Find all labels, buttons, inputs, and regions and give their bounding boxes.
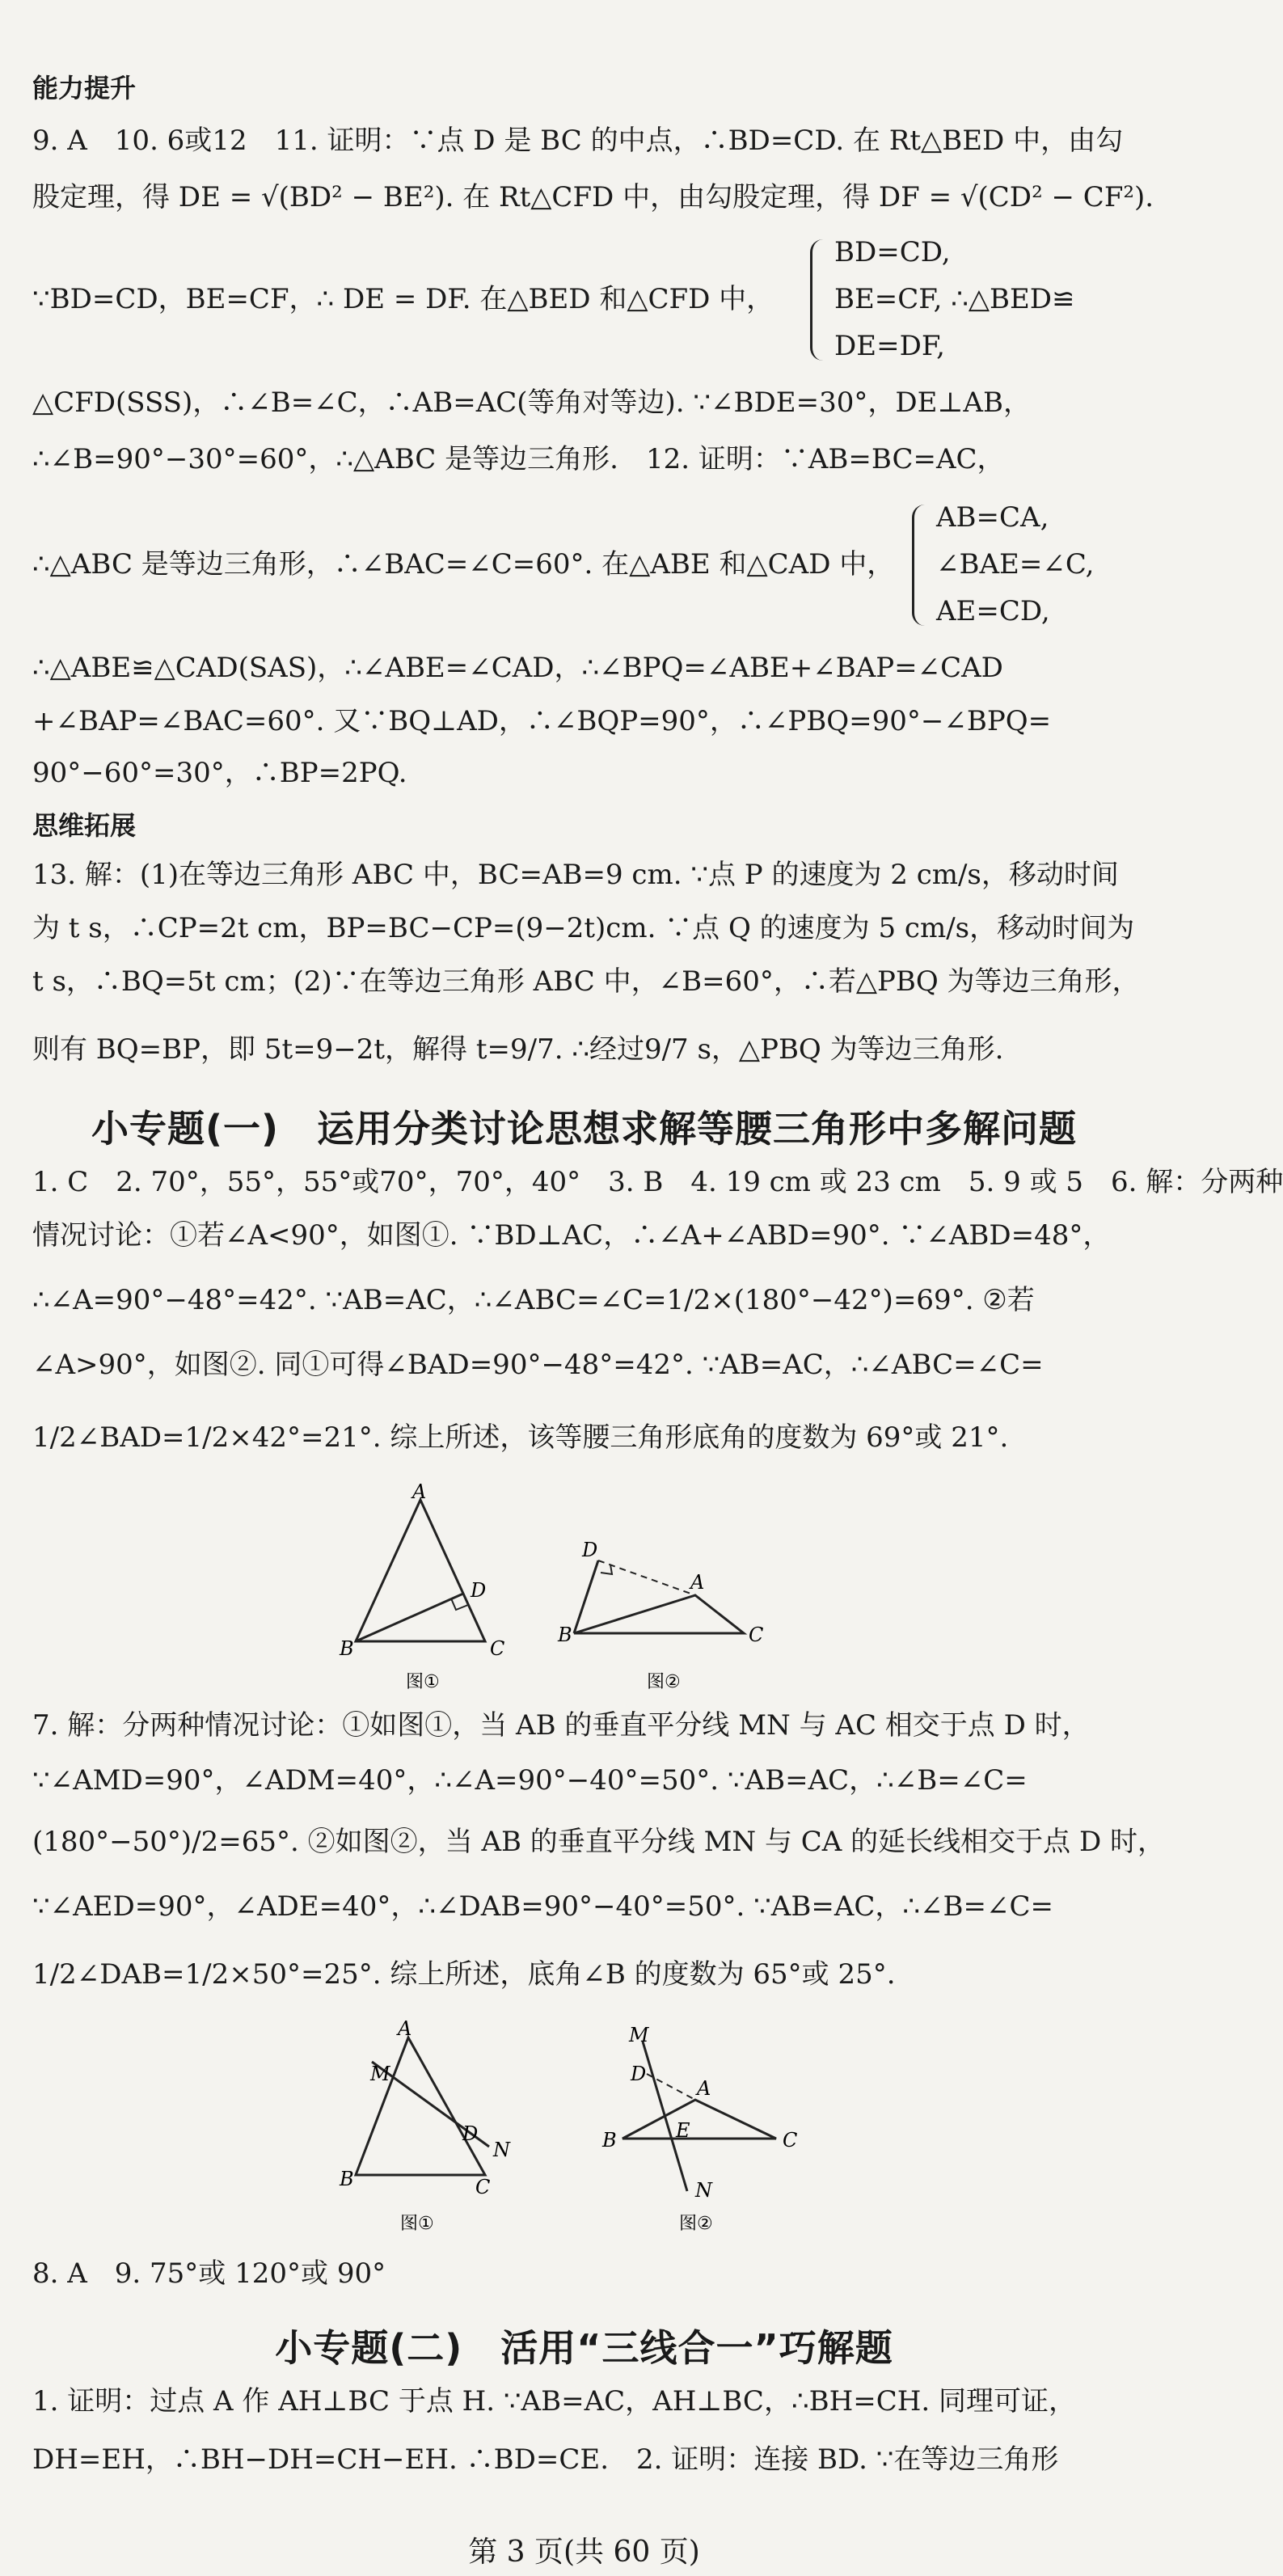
brace-group-2 [912,500,1146,637]
text-line-6: ∴△ABC 是等边三角形，∴∠BAC=∠C=60°. 在△ABE 和△CAD 中， [32,548,895,581]
text-line-23: 1/2∠DAB=1/2×50°=25°. 综上所述，底角∠B 的度数为 65°或 25°. [32,1958,896,1991]
fig2-altitude [574,1560,598,1633]
text-line-17: ∠A>90°，如图②. 同①可得∠BAD=90°−48°=42°. ∵AB=AC，∴∠ABC=∠C= [32,1349,1044,1381]
fig4-triangle [623,2100,776,2139]
fig2-right-angle [601,1565,612,1574]
fig2-point-b: B [558,1624,572,1646]
text-line-5: ∴∠B=90°−30°=60°，∴△ABC 是等边三角形. 12. 证明：∵AB=BC=AC， [32,443,1005,475]
brace2-row-3: AE=CD, [936,595,1050,627]
page-footer: 第 3 页(共 60 页) [468,2536,700,2569]
fig3-point-a: A [398,2017,412,2040]
text-line-15: 情况讨论：①若∠A<90°，如图①. ∵BD⊥AC，∴∠A+∠ABD=90°. ∵∠ABD=48°， [32,1219,1111,1252]
brace2-row-2: ∠BAE=∠C, [936,548,1095,581]
text-line-22: ∵∠AED=90°，∠ADE=40°，∴∠DAB=90°−40°=50°. ∵AB=AC，∴∠B=∠C= [32,1890,1053,1923]
topic-title-2: 小专题(二) 活用“三线合一”巧解题 [275,2326,893,2370]
text-line-14: 1. C 2. 70°，55°，55°或70°，70°，40° 3. B 4. 19 cm 或 23 cm 5. 9 或 5 6. 解：分两种 [32,1166,1283,1198]
text-line-16: ∴∠A=90°−48°=42°. ∵AB=AC，∴∠ABC=∠C=1/2×(180°−42°)=69°. ②若 [32,1284,1035,1316]
figure-1 [339,1480,504,1692]
fig2-triangle [574,1595,744,1633]
fig4-point-e: E [676,2119,690,2142]
fig2-point-c: C [749,1624,764,1646]
fig4-point-n: N [695,2179,712,2202]
fig1-label: 图① [406,1672,440,1692]
fig4-point-b: B [602,2129,617,2152]
text-line-7: ∴△ABE≌△CAD(SAS)，∴∠ABE=∠CAD，∴∠BPQ=∠ABE+∠BAP=∠CAD [32,652,1003,684]
fig1-point-b: B [340,1637,354,1660]
fig4-point-d: D [631,2063,647,2085]
fig3-point-m: M [370,2063,390,2085]
fig4-perp-bisector [643,2042,687,2191]
text-line-25: 1. 证明：过点 A 作 AH⊥BC 于点 H. ∵AB=AC，AH⊥BC，∴BH=CH. 同理可证， [32,2385,1076,2418]
figures-row-2 [323,2017,841,2244]
text-line-18: 1/2∠BAD=1/2×42°=21°. 综上所述，该等腰三角形底角的度数为 69°或 21°. [32,1421,1009,1454]
fig3-point-b: B [340,2168,354,2190]
brace1-row-2: BE=CF, ∴△BED≌ [834,283,1075,315]
fig1-altitude [356,1594,463,1641]
text-line-9: 90°−60°=30°，∴BP=2PQ. [32,757,407,789]
brace1-row-3: DE=DF, [834,330,945,362]
text-line-26: DH=EH，∴BH−DH=CH−EH. ∴BD=CE. 2. 证明：连接 BD. ∵在等边三角形 [32,2443,1059,2476]
figure-3 [339,2017,511,2234]
fig2-label: 图② [647,1672,681,1692]
text-line-21: (180°−50°)/2=65°. ②如图②，当 AB 的垂直平分线 MN 与 CA 的延长线相交于点 D 时， [32,1826,1166,1858]
fig1-point-c: C [490,1637,505,1660]
brace2-row-1: AB=CA, [936,501,1049,534]
section-thinking: 思维拓展 [32,810,137,841]
text-line-12: t s，∴BQ=5t cm；(2)∵在等边三角形 ABC 中，∠B=60°，∴若△PBQ 为等边三角形， [32,965,1140,998]
section-ability: 能力提升 [32,73,137,103]
brace-2 [912,505,926,626]
text-line-11: 为 t s，∴CP=2t cm，BP=BC−CP=(9−2t)cm. ∵点 Q 的速度为 5 cm/s，移动时间为 [32,912,1135,944]
fig4-point-c: C [783,2129,798,2152]
fig3-point-n: N [493,2139,510,2161]
text-line-20: ∵∠AMD=90°，∠ADM=40°，∴∠A=90°−40°=50°. ∵AB=AC，∴∠B=∠C= [32,1764,1028,1797]
fig1-point-a: A [412,1480,427,1503]
text-line-8: +∠BAP=∠BAC=60°. 又∵BQ⊥AD，∴∠BQP=90°，∴∠PBQ=90°−∠BPQ= [32,705,1052,737]
fig2-point-d: D [582,1539,598,1561]
fig4-label: 图② [679,2214,713,2234]
fig3-point-d: D [462,2122,479,2145]
brace-group-1 [810,234,1133,372]
figure-4 [601,2024,797,2234]
fig2-point-a: A [690,1571,705,1594]
figures-row-1 [331,1476,849,1694]
text-line-13: 则有 BQ=BP，即 5t=9−2t，解得 t=9/7. ∴经过9/7 s，△PBQ 为等边三角形. [32,1033,1004,1066]
text-line-19: 7. 解：分两种情况讨论：①如图①，当 AB 的垂直平分线 MN 与 AC 相交于点 D 时， [32,1709,1090,1742]
fig2-extension [598,1560,695,1595]
figure-2 [557,1539,763,1692]
text-line-2: 股定理，得 DE = √(BD² − BE²). 在 Rt△CFD 中，由勾股定理，得 DF = √(CD² − CF²). [32,181,1154,213]
fig1-point-d: D [471,1579,487,1602]
brace-1 [810,239,824,361]
fig1-triangle [356,1500,485,1641]
text-line-24: 8. A 9. 75°或 120°或 90° [32,2257,386,2290]
brace1-row-1: BD=CD, [834,236,951,268]
text-line-3: ∵BD=CD，BE=CF，∴ DE = DF. 在△BED 和△CFD 中， [32,283,774,315]
fig4-point-a: A [697,2077,711,2100]
fig3-point-c: C [475,2176,491,2198]
text-line-1: 9. A 10. 6或12 11. 证明：∵点 D 是 BC 的中点，∴BD=CD. 在 Rt△BED 中，由勾 [32,125,1124,157]
text-line-4: △CFD(SSS)，∴∠B=∠C，∴AB=AC(等角对等边). ∵∠BDE=30°，DE⊥AB， [32,386,1031,419]
fig3-label: 图① [400,2214,434,2234]
fig3-triangle [356,2038,485,2175]
fig4-point-m: M [629,2024,649,2046]
text-line-10: 13. 解：(1)在等边三角形 ABC 中，BC=AB=9 cm. ∵点 P 的速度为 2 cm/s，移动时间 [32,859,1119,891]
topic-title-1: 小专题(一) 运用分类讨论思想求解等腰三角形中多解问题 [91,1107,1078,1151]
